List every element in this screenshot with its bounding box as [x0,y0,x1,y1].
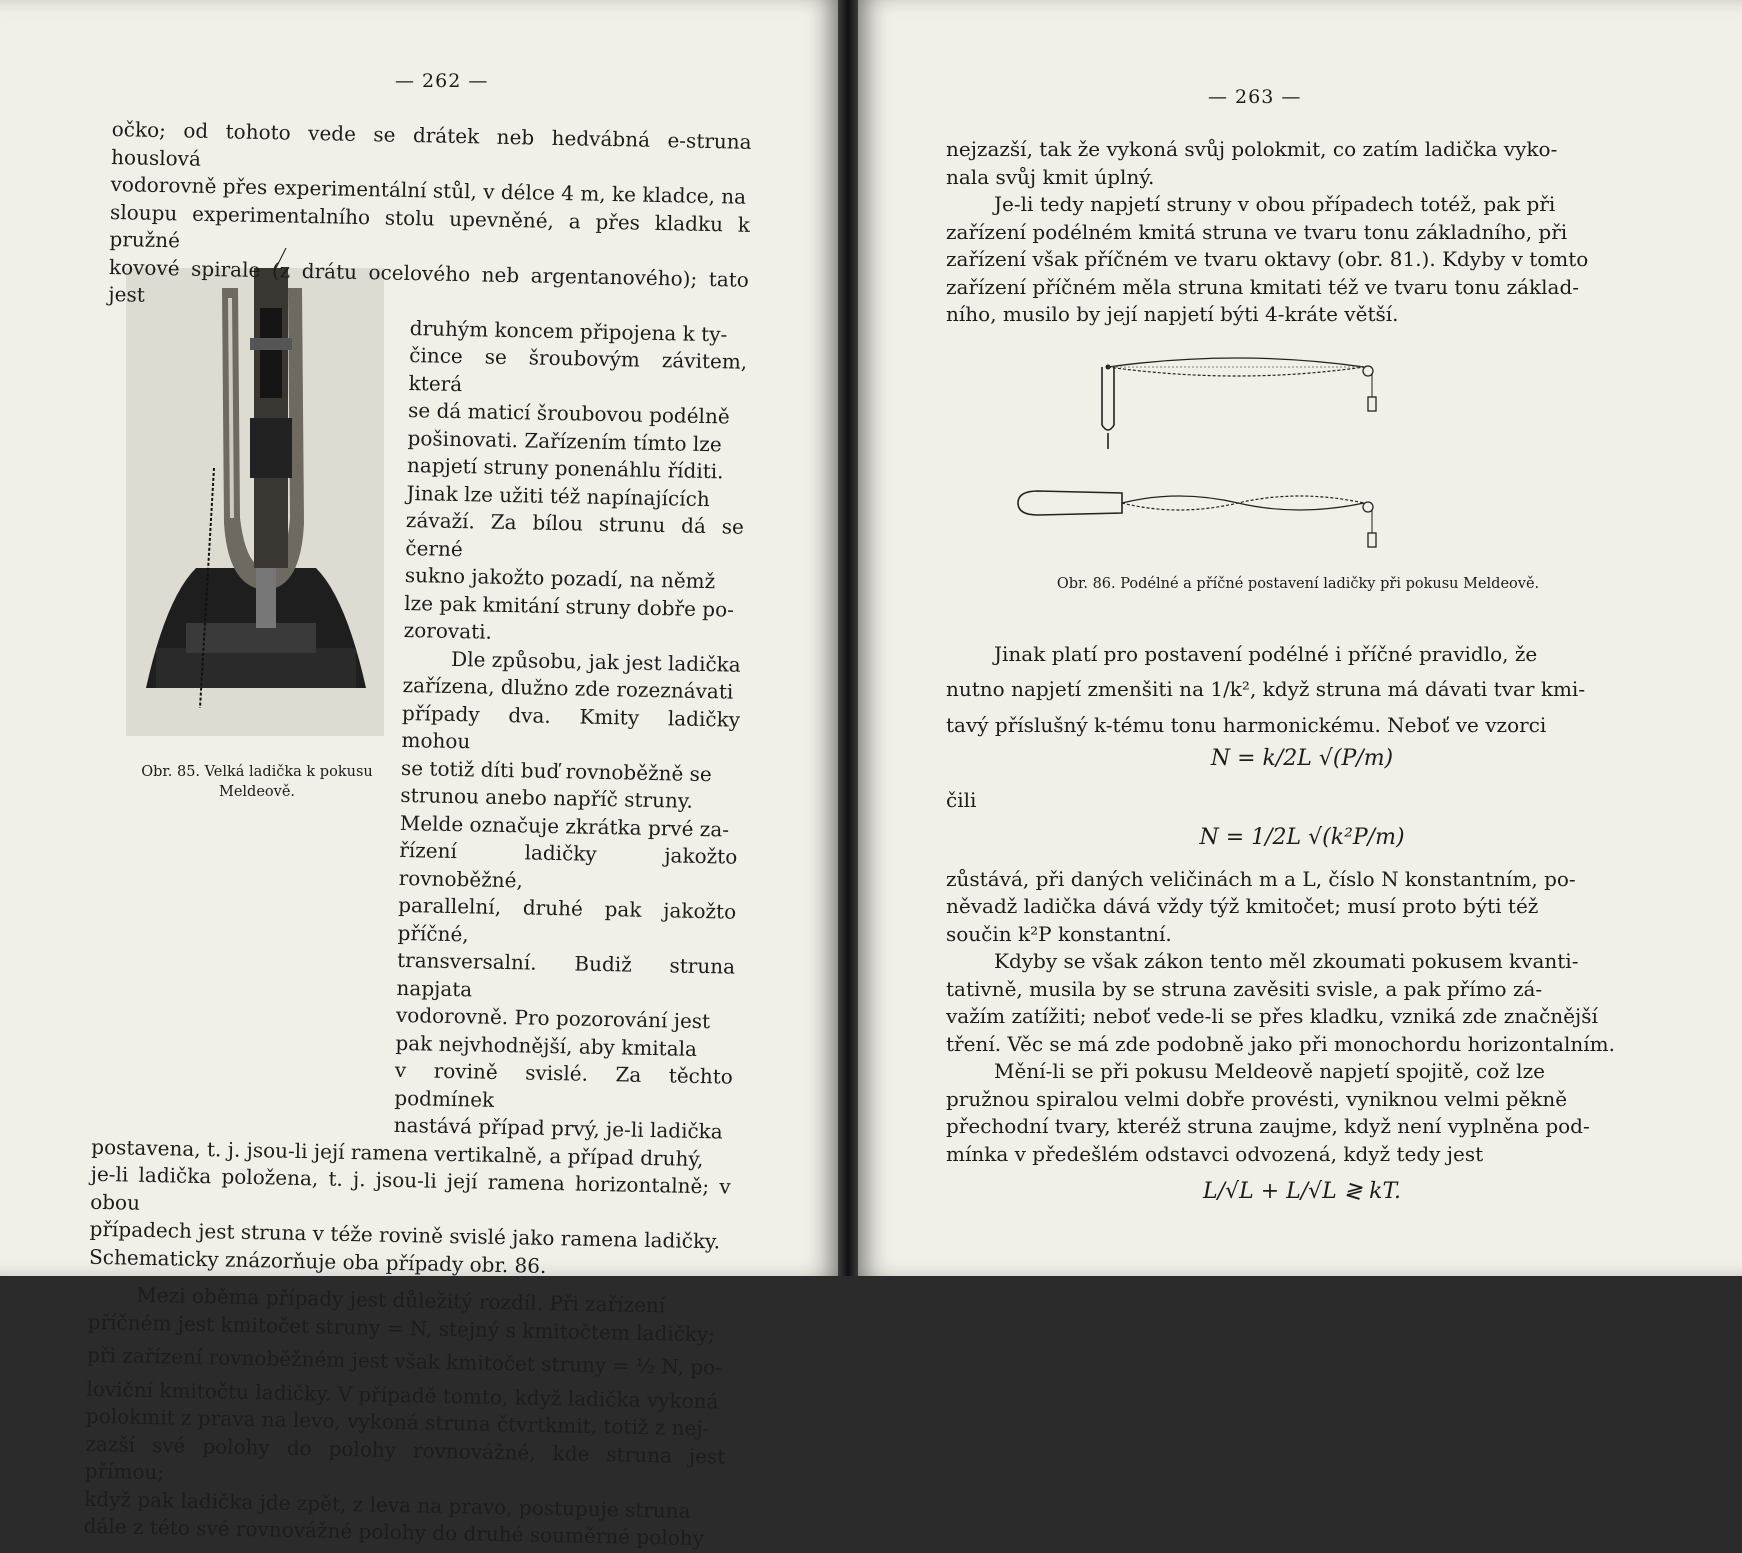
left-page-text [83,116,751,1553]
text-line: případech jest struna v téže rovině svislé jako ramena ladičky. [89,1216,721,1254]
text-line: sloupu experimentalního stolu upevněné, a přes kladku k pružné [109,199,751,253]
text-line: dále z této své rovnovážné polohy do druhé souměrné polohy [83,1513,705,1551]
top-paragraph [108,116,752,321]
formula-1: N = k/2L √(P/m) [1210,746,1394,771]
text-line: Mění-li se při pokusu Meldeově napjetí spojitě, což lze [994,1059,1545,1083]
text-line: kovové spirale (z drátu ocelového neb argentanového); tato jest [108,254,750,307]
text-line: je-li ladička položena, t. j. jsou-li její ramena horizontalně; v obou [89,1161,731,1215]
text-line: se totiž díti buď rovnoběžně se [400,755,713,786]
text-line: strunou anebo napříč struny. [400,782,694,813]
text-line: když pak ladička jde zpět, z leva na pravo, postupuje struna [84,1486,691,1523]
text-line: něvadž ladička dává vždy týž kmitočet; musí proto býti též [946,894,1539,918]
formula-3: L/√L + L/√L ≷ kT. [1203,1179,1401,1204]
text-line: transversalní. Budiž struna napjata [396,947,736,1001]
text-line: nastává případ prvý, je-li ladička [393,1112,723,1144]
text-line: polokmit z prava na levo, vykoná struna čtvrtkmit, totiž z nej- [85,1403,710,1441]
text-line: zařízení příčném měla struna kmitati též ve tvaru tonu základ- [946,274,1580,299]
text-line: Schematicky znázorňuje oba případy obr. 86. [88,1244,547,1278]
first-paragraph [946,136,1658,329]
bottom-paragraph [89,1133,732,1283]
text-line: lze pak kmitání struny dobře po- [404,590,735,622]
melde-experiment-diagram [1098,355,1408,565]
text-line: tření. Věc se má zde podobně jako při monochordu horizontalním. [946,1031,1615,1056]
side-column [92,308,748,1146]
text-line: zařízení však příčném ve tvaru oktavy (obr. 81.). Kdyby v tomto [946,247,1589,271]
text-line: se dá maticí šroubovou podélně [407,398,730,429]
text-line: závaží. Za bílou strunu dá se černé [405,507,745,561]
second-paragraph [83,1281,728,1553]
text-line: součin k²P konstantní. [946,921,1172,946]
longitudinal-setup-icon [1102,358,1376,449]
text-line: parallelní, druhé pak jakožto příčné, [397,892,737,946]
text-line: loviční kmitočtu ladičky. V případě tomto, když ladička vykoná [86,1376,719,1413]
text-line: zařízení podélném kmitá struna ve tvaru tonu základního, při [946,219,1568,244]
figure-85-caption: Obr. 85. Velká ladička k pokusu Meldeově. [141,764,373,800]
text-line: zorovati. [403,617,493,644]
text-line: při zařízení rovnoběžném jest však kmitočet struny = ½ N, po- [86,1342,723,1380]
text-line: příčném jest kmitočet struny = N, stejný s kmitočtem ladičky; [87,1309,716,1346]
text-line: čince se šroubovým závitem, která [408,343,748,396]
text-line: vodorovně přes experimentální stůl, v délce 4 m, ke kladce, na [110,171,747,209]
text-line: očko; od tohoto vede se drátek neb hedvábná e-struna houslová [110,116,752,171]
right-page [858,0,1742,1276]
cili-word: čili [946,787,977,812]
page-number: — 262 — [395,70,489,92]
text-line: Kdyby se však zákon tento měl zkoumati pokusem kvanti- [994,949,1579,973]
third-paragraph [946,866,1658,1169]
text-line: Jinak platí pro postavení podélné i příčné pravidlo, že [994,641,1538,666]
text-line: tativně, musila by se struna zavěsiti svisle, a pak přímo zá- [946,976,1543,1001]
text-line: zařízena, dlužno zde rozeznávati [402,672,734,704]
text-line: Melde označuje zkrátka prvé za- [399,810,730,842]
text-line: pak nejvhodnější, aby kmitala [395,1030,698,1061]
right-page-text [946,136,1658,1206]
text-line: nala svůj kmit úplný. [946,164,1155,189]
text-line: případy dva. Kmity ladičky mohou [401,700,741,754]
second-paragraph [946,641,1658,740]
book-gutter [838,0,858,1276]
text-line: vodorovně. Pro pozorování jest [395,1002,711,1034]
text-line: Je-li tedy napjetí struny v obou případech totéž, pak při [994,192,1556,216]
text-line: zazší své polohy do polohy rovnovážné, kde struna jest přímou; [84,1431,726,1485]
text-line: druhým koncem připojena k ty- [409,315,728,346]
text-line: sukno jakožto pozadí, na němž [404,562,716,594]
text-line: Jinak lze užiti též napínajících [406,480,710,511]
text-line: Dle způsobu, jak jest ladička [450,646,741,677]
figure-86-caption: Obr. 86. Podélné a příčné postavení ladičky při pokusu Meldeově. [1056,576,1540,592]
text-line: mínka v předešlém odstavci odvozená, když tedy jest [946,1141,1484,1166]
text-line: tavý příslušný k-tému tonu harmonickému. Neboť ve vzorci [946,712,1547,737]
text-line: nutno napjetí zmenšiti na 1/k², když struna má dávati tvar kmi- [946,677,1586,701]
text-line: pružnou spiralou velmi dobře provésti, vyniknou velmi pěkně [946,1086,1568,1111]
text-line: napjetí struny ponenáhlu říditi. [406,452,724,484]
text-line: přechodní tvary, kteréž struna zaujme, když není vyplněna pod- [946,1114,1590,1138]
text-line: zůstává, při daných veličinách m a L, číslo N konstantním, po- [946,866,1576,891]
text-line: pošinovati. Zařízením tímto lze [407,425,722,456]
text-line: řízení ladičky jakožto rovnoběžné, [398,837,738,892]
text-line: v rovině svislé. Za těchto podmínek [394,1057,734,1112]
text-line: postavena, t. j. jsou-li její ramena vertikalně, a případ druhý, [91,1134,704,1171]
text-line: važím zatížiti; neboť vede-li se přes kladku, vzniká zde značnější [946,1004,1598,1028]
formula-2: N = 1/2L √(k²P/m) [1199,825,1405,850]
left-page [0,0,838,1551]
text-line: ního, musilo by její napjetí býti 4-kráte větší. [946,302,1399,326]
text-line: nejzazší, tak že vykoná svůj polokmit, co zatím ladička vyko- [946,137,1558,161]
text-line: Mezi oběma případy jest důležitý rozdíl. Při zařízení [136,1282,666,1318]
page-number: — 263 — [1208,86,1302,108]
